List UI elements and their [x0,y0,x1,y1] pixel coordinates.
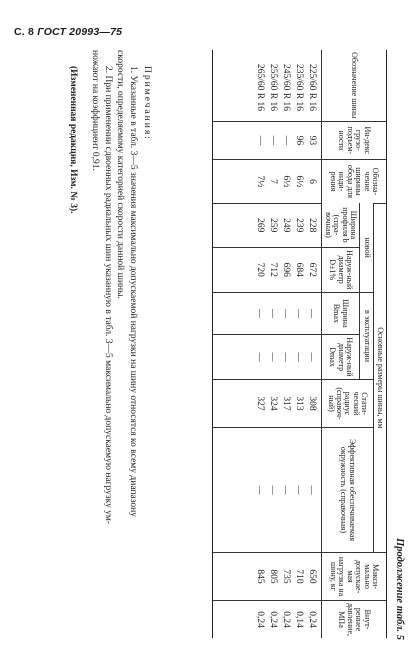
cell-designation: 245/60 R 16 [280,64,291,111]
cell-pressure: 0,24 [265,601,278,638]
cell-rolling-circ: — [304,427,322,552]
cell-rolling-circ: — [278,427,291,552]
cell-bmax: — [212,292,265,334]
cell-load-index: — [278,121,291,160]
cell-diameter: 684 [291,247,304,292]
page-number: С. 8 [14,26,35,38]
header-main-dimensions: Основные размеры шины, мм [373,203,386,552]
header-width-new: Ширина профиля b (спра-вочная) [321,203,360,247]
cell-bmax: — [265,292,278,334]
cell-diameter: 720 [212,247,265,292]
cell-width: 269 [212,203,265,247]
header-designation: Обозначение шины [321,50,386,121]
header-max-load: Макси-мально допускае-мая нагрузка на шину, кг [321,553,386,601]
cell-designation: 255/60 R 16 [267,64,278,111]
cell-load-index: — [212,121,265,160]
cell-rim: 6½ [278,160,291,204]
header-static-radius: Стати-ческий радиус (справоч-ный) [321,380,373,428]
table-row [265,50,278,638]
note-2-line-1: 2. При применении сдвоенных радиальных шин указанную в табл. 3—5 максимально допускаемую нагрузку ум- [102,66,113,525]
cell-pressure: 0,24 [278,601,291,638]
header-new: новой [360,203,373,292]
cell-width: 239 [291,203,304,247]
header-diameter-new: Наруж-ный диаметр D±1% [321,247,360,292]
header-service: в эксплуатации [360,292,373,379]
rotated-table-block [55,42,405,642]
cell-dmax: — [212,334,265,379]
cell-max-load: 650 [304,553,322,601]
table-row [278,50,291,638]
header-rolling-circumference: Эффективная обеспечиваемая окружность (справочная) [321,427,373,552]
cell-pressure: 0,14 [291,601,304,638]
cell-width: 259 [265,203,278,247]
table-row [304,50,322,638]
cell-diameter: 712 [265,247,278,292]
note-1-line-1: 1. Указанные в табл. 3—5 значения максимально допускаемой нагрузки на шину относятся ко всему диапазону [128,66,139,518]
cell-designation: 265/60 R 16 [212,50,265,121]
page-header [14,26,122,38]
cell-designation: 225/60 R 16 [306,64,317,111]
cell-load-index: 93 [304,121,322,160]
table-caption: Продолжение табл. 5 [394,538,405,640]
note-1-line-2: скорости, определяемому категорией скорости данной шины. [115,50,126,299]
cell-static-radius: 313 [291,380,304,428]
header-pressure: Внут-реннее давление, МПа [321,601,386,638]
cell-dmax: — [265,334,278,379]
header-rim: Обозна-чение ширины обода для инди-рения [321,160,386,204]
cell-designation: 235/60 R 16 [293,64,304,111]
cell-static-radius: 308 [304,380,322,428]
cell-dmax: — [304,334,322,379]
cell-rim: 6 [304,160,322,204]
cell-rim: 7½ [212,160,265,204]
cell-max-load: 735 [278,553,291,601]
tire-spec-table [212,50,387,638]
cell-max-load: 710 [291,553,304,601]
cell-width: 249 [278,203,291,247]
header-width-max: Ширина Bmax [321,292,360,334]
cell-width: 228 [304,203,322,247]
cell-load-index: 96 [291,121,304,160]
table-row [291,50,304,638]
cell-max-load: 805 [265,553,278,601]
cell-max-load: 845 [212,553,265,601]
notes-block [66,50,153,638]
cell-rolling-circ: — [291,427,304,552]
note-2-line-2: ножают на коэффициент 0,91. [89,50,100,171]
cell-bmax: — [278,292,291,334]
cell-rolling-circ: — [265,427,278,552]
cell-rim: 6½ [291,160,304,204]
cell-static-radius: 324 [265,380,278,428]
cell-bmax: — [291,292,304,334]
cell-bmax: — [304,292,322,334]
cell-dmax: — [278,334,291,379]
header-diameter-max: Наруж-ный диаметр Dmax [321,334,360,379]
cell-diameter: 696 [278,247,291,292]
cell-diameter: 672 [304,247,322,292]
cell-rim: 7 [265,160,278,204]
table-row [212,50,265,638]
cell-load-index: — [265,121,278,160]
standard-number: ГОСТ 20993—75 [37,26,123,38]
cell-pressure: 0,24 [212,601,265,638]
cell-static-radius: 327 [212,380,265,428]
header-load-index: Ин-декс грузо-подъем-ности [321,121,386,160]
cell-static-radius: 317 [278,380,291,428]
cell-dmax: — [291,334,304,379]
cell-pressure: 0,24 [304,601,322,638]
notes-title: Примечания: [142,66,152,141]
edition-note: (Измененная редакция, Изм. № 3). [67,66,78,214]
cell-rolling-circ: — [212,427,265,552]
